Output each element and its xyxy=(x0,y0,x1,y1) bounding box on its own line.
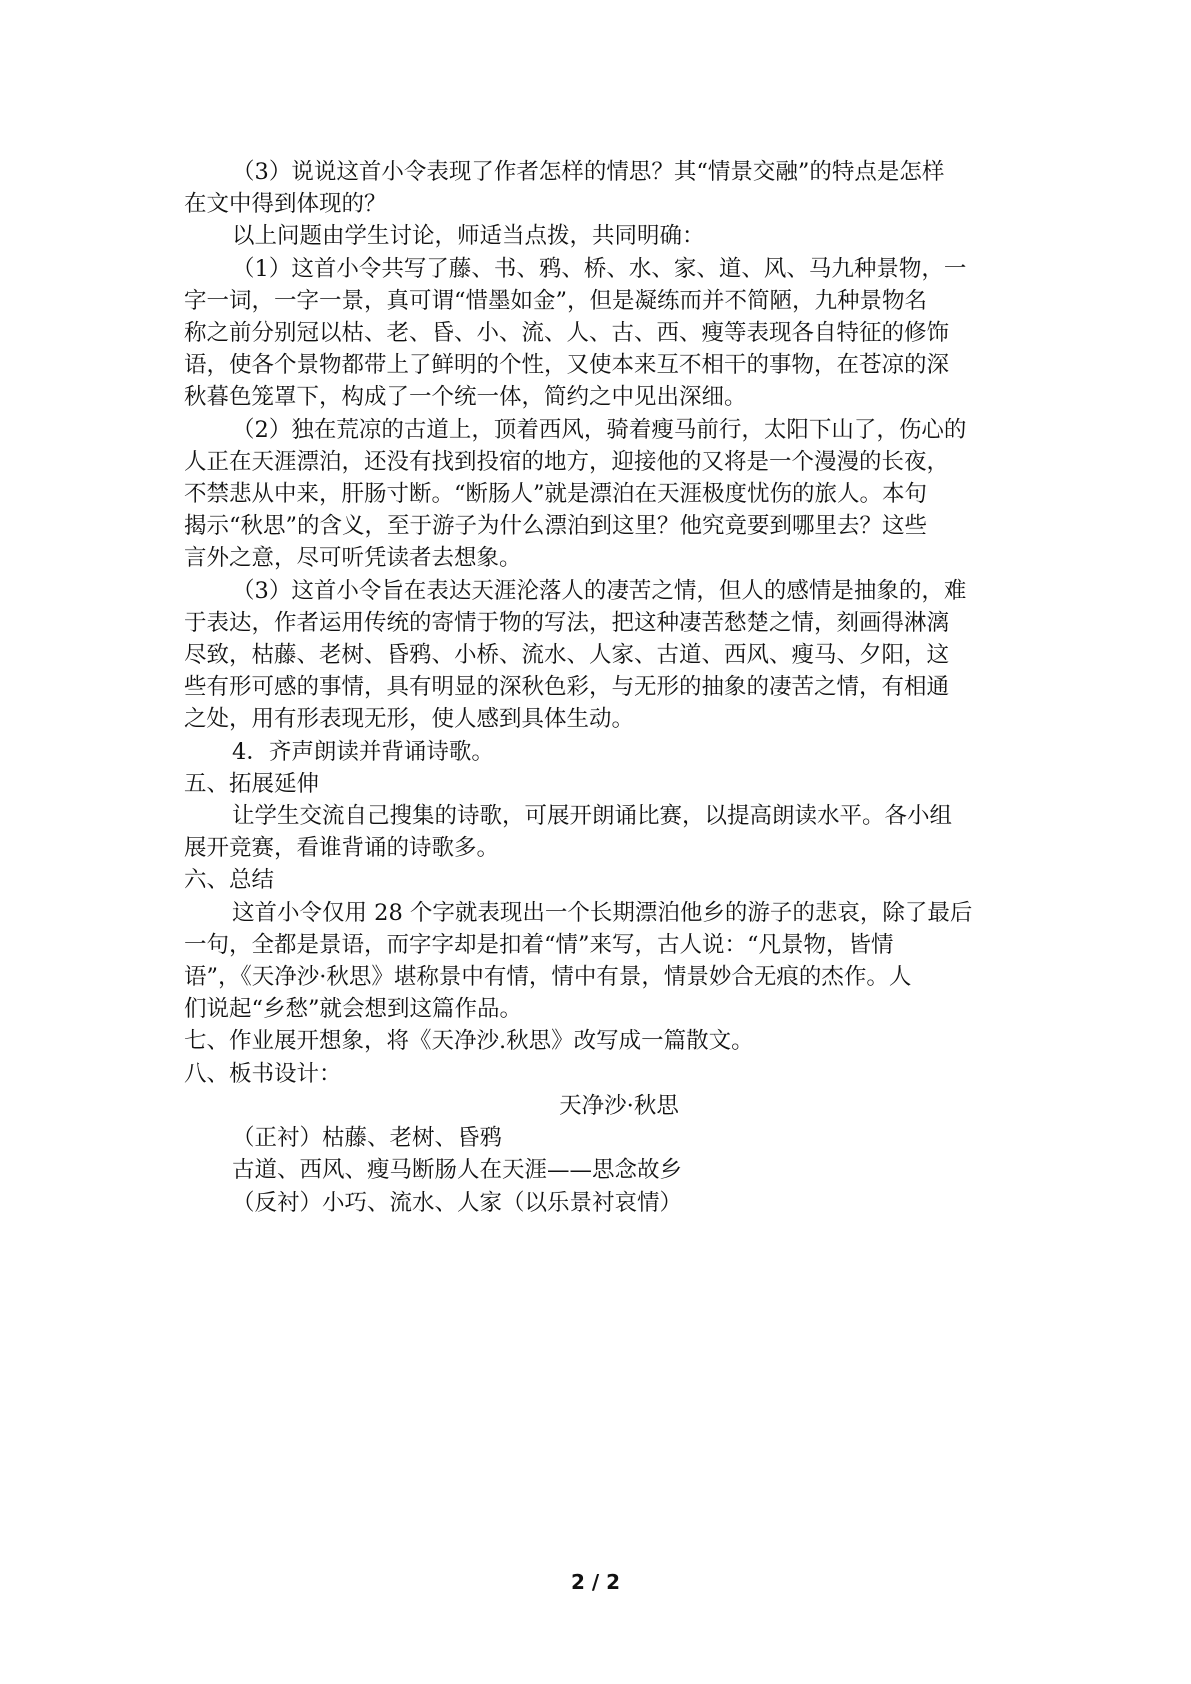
text-line: 这首小令仅用 28 个字就表现出一个长期漂泊他乡的游子的悲哀，除了最后 xyxy=(232,899,973,926)
document-body xyxy=(184,156,1014,1219)
text-line: 揭示“秋思”的含义，至于游子为什么漂泊到这里？他究竟要到哪里去？这些 xyxy=(184,513,928,540)
text-line: 秋暮色笼罩下，构成了一个统一体，简约之中见出深细。 xyxy=(184,384,747,411)
text-line: 七、作业展开想象，将《天净沙.秋思》改写成一篇散文。 xyxy=(184,1028,754,1055)
text-line: 语，使各个景物都带上了鲜明的个性，又使本来互不相干的事物，在苍凉的深 xyxy=(184,352,950,379)
text-line: （3）说说这首小令表现了作者怎样的情思？其“情景交融”的特点是怎样 xyxy=(232,159,945,185)
board-line-1: （正衬）枯藤、老树、昏鸦 xyxy=(232,1125,503,1152)
text-line: 让学生交流自己搜集的诗歌，可展开朗诵比赛，以提高朗读水平。各小组 xyxy=(232,803,953,830)
text-line: 4．齐声朗读并背诵诗歌。 xyxy=(232,738,494,765)
text-line: 称之前分别冠以枯、老、昏、小、流、人、古、西、瘦等表现各自特征的修饰 xyxy=(184,320,950,347)
text-line: 以上问题由学生讨论，师适当点拨，共同明确： xyxy=(232,223,705,250)
text-line: 言外之意，尽可听凭读者去想象。 xyxy=(184,545,522,572)
page-number: 2 / 2 xyxy=(570,1570,621,1594)
board-line-3: （反衬）小巧、流水、人家（以乐景衬哀情） xyxy=(232,1189,683,1216)
text-line: 字一词，一字一景，真可谓“惜墨如金”，但是凝练而并不简陋，九种景物名 xyxy=(184,287,928,314)
text-line: 些有形可感的事情，具有明显的深秋色彩，与无形的抽象的凄苦之情，有相通 xyxy=(184,674,950,701)
text-line: 之处，用有形表现无形，使人感到具体生动。 xyxy=(184,706,635,733)
text-line: 人正在天涯漂泊，还没有找到投宿的地方，迎接他的又将是一个漫漫的长夜， xyxy=(184,448,950,475)
text-line: （3）这首小令旨在表达天涯沦落人的凄苦之情，但人的感情是抽象的，难 xyxy=(232,577,967,604)
text-line: 六、总结 xyxy=(184,867,275,894)
text-line: 展开竞赛，看谁背诵的诗歌多。 xyxy=(184,835,500,862)
board-line-2: 古道、西风、瘦马断肠人在天涯——思念故乡 xyxy=(232,1157,683,1184)
text-line: 于表达，作者运用传统的寄情于物的写法，把这种凄苦愁楚之情，刻画得淋漓 xyxy=(184,609,950,636)
text-line: （2）独在荒凉的古道上，顶着西风，骑着瘦马前行，太阳下山了，伤心的 xyxy=(232,416,967,443)
text-line: 尽致，枯藤、老树、昏鸦、小桥、流水、人家、古道、西风、瘦马、夕阳，这 xyxy=(184,642,950,669)
text-line: 语”，《天净沙·秋思》堪称景中有情，情中有景，情景妙合无痕的杰作。人 xyxy=(184,964,912,991)
text-line: 不禁悲从中来，肝肠寸断。“断肠人”就是漂泊在天涯极度忧伤的旅人。本句 xyxy=(184,481,928,508)
text-line: 在文中得到体现的？ xyxy=(184,191,387,218)
text-line: 八、板书设计： xyxy=(184,1060,342,1087)
text-lines xyxy=(184,156,1014,1090)
board-title: 天净沙·秋思 xyxy=(559,1092,679,1119)
text-line: 们说起“乡愁”就会想到这篇作品。 xyxy=(184,996,523,1023)
text-line: 一句，全都是景语，而字字却是扣着“情”来写，古人说：“凡景物，皆情 xyxy=(184,931,894,958)
text-line: 五、拓展延伸 xyxy=(184,770,320,797)
text-line: （1）这首小令共写了藤、书、鸦、桥、水、家、道、风、马九种景物，一 xyxy=(232,255,967,282)
